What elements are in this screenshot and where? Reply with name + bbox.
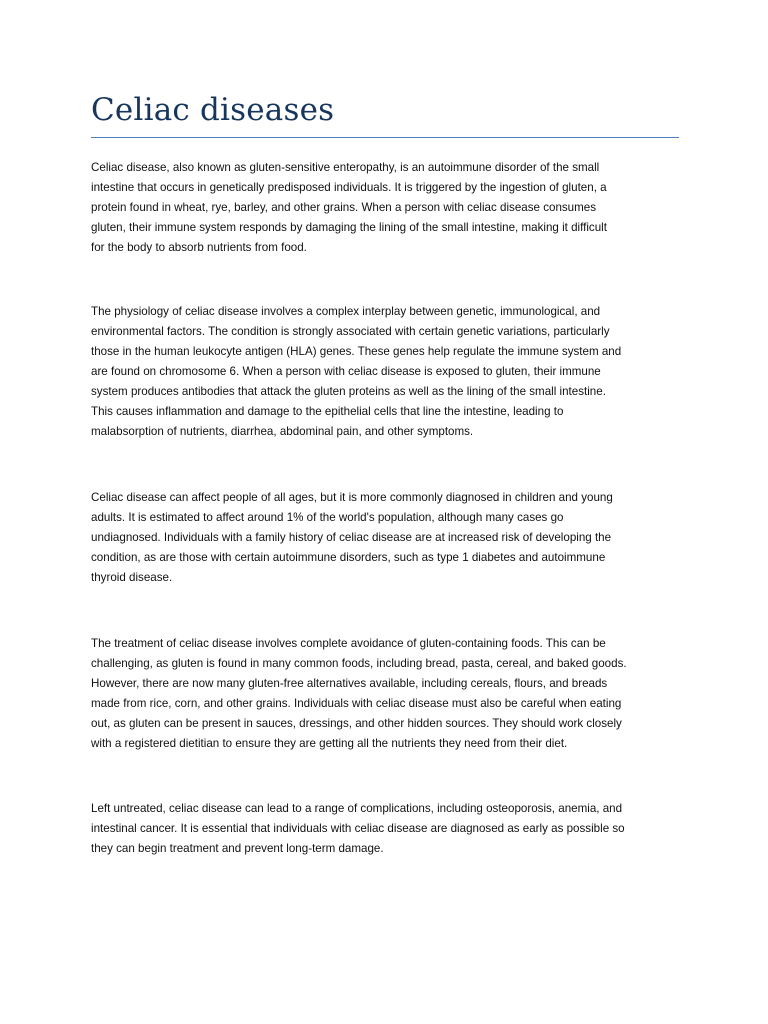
document-title: Celiac diseases — [91, 92, 335, 128]
paragraph-line: protein found in wheat, rye, barley, and other grains. When a person with celiac disease consumes — [91, 201, 597, 214]
paragraph-line: adults. It is estimated to affect around 1% of the world's population, although many cases go — [91, 511, 564, 524]
paragraph-line: out, as gluten can be present in sauces, dressings, and other hidden sources. They should work closely — [91, 717, 622, 730]
paragraph-line: intestinal cancer. It is essential that individuals with celiac disease are diagnosed as early as possible so — [91, 822, 625, 835]
paragraph-line: condition, as are those with certain autoimmune disorders, such as type 1 diabetes and autoimmune — [91, 551, 606, 564]
paragraph-line: gluten, their immune system responds by damaging the lining of the small intestine, making it difficult — [91, 221, 607, 234]
paragraph-line: they can begin treatment and prevent long-term damage. — [91, 842, 384, 855]
paragraph-complications — [91, 799, 677, 859]
paragraph-celiac-definition — [91, 158, 677, 258]
paragraph-line: with a registered dietitian to ensure they are getting all the nutrients they need from their diet. — [91, 737, 568, 750]
paragraph-line: undiagnosed. Individuals with a family history of celiac disease are at increased risk of developing the — [91, 531, 612, 544]
paragraph-line: Left untreated, celiac disease can lead to a range of complications, including osteoporosis, anemia, and — [91, 802, 623, 815]
paragraph-line: Celiac disease, also known as gluten-sensitive enteropathy, is an autoimmune disorder of the small — [91, 161, 600, 174]
paragraph-line: for the body to absorb nutrients from food. — [91, 241, 307, 254]
paragraph-line: This causes inflammation and damage to the epithelial cells that line the intestine, leading to — [91, 405, 564, 418]
title-underline-rule — [91, 137, 679, 138]
paragraph-line: The treatment of celiac disease involves complete avoidance of gluten-containing foods. This can be — [91, 637, 606, 650]
paragraph-line: thyroid disease. — [91, 571, 173, 584]
paragraph-line: system produces antibodies that attack the gluten proteins as well as the lining of the small intestine. — [91, 385, 606, 398]
paragraph-physiology — [91, 302, 677, 442]
paragraph-treatment — [91, 634, 677, 754]
paragraph-line: intestine that occurs in genetically predisposed individuals. It is triggered by the ingestion of gluten, a — [91, 181, 607, 194]
paragraph-line: Celiac disease can affect people of all ages, but it is more commonly diagnosed in children and young — [91, 491, 613, 504]
paragraph-line: challenging, as gluten is found in many common foods, including bread, pasta, cereal, and baked goods. — [91, 657, 627, 670]
paragraph-prevalence — [91, 488, 677, 588]
paragraph-line: made from rice, corn, and other grains. Individuals with celiac disease must also be careful when eating — [91, 697, 622, 710]
paragraph-line: those in the human leukocyte antigen (HLA) genes. These genes help regulate the immune system and — [91, 345, 622, 358]
paragraph-line: However, there are now many gluten-free alternatives available, including cereals, flours, and breads — [91, 677, 608, 690]
paragraph-line: The physiology of celiac disease involves a complex interplay between genetic, immunological, and — [91, 305, 601, 318]
paragraph-line: are found on chromosome 6. When a person with celiac disease is exposed to gluten, their immune — [91, 365, 601, 378]
paragraph-line: environmental factors. The condition is strongly associated with certain genetic variations, particularly — [91, 325, 610, 338]
paragraph-line: malabsorption of nutrients, diarrhea, abdominal pain, and other symptoms. — [91, 425, 474, 438]
